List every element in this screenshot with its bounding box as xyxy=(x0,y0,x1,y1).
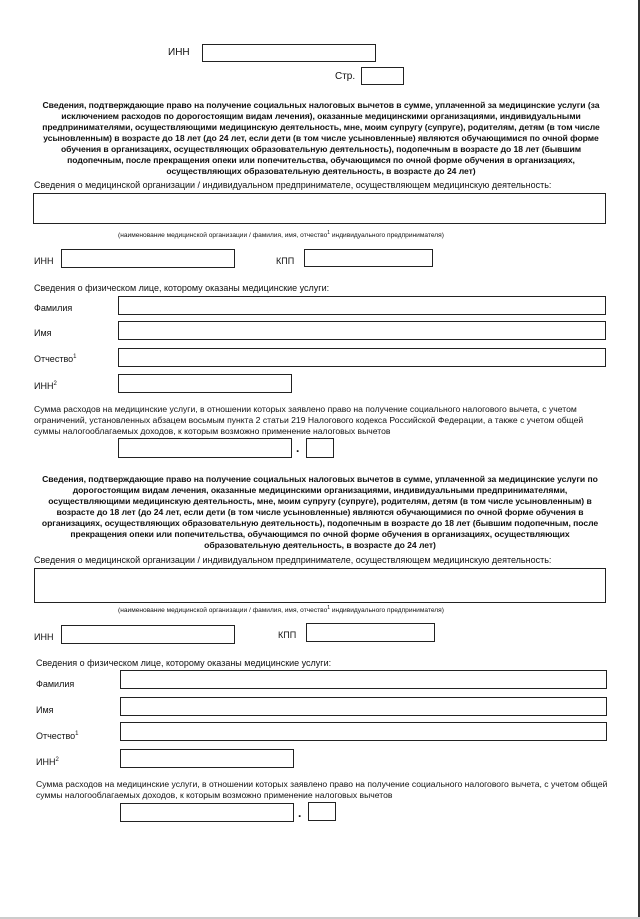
section1-sum-kopecks-field[interactable] xyxy=(306,438,334,458)
section1-kpp-field[interactable] xyxy=(304,249,433,267)
section1-name-label: Имя xyxy=(34,328,52,338)
section2-org-name-field[interactable] xyxy=(34,568,606,603)
section2-person-label: Сведения о физическом лице, которому оказаны медицинские услуги: xyxy=(36,658,332,668)
section1-org-inn-label: ИНН xyxy=(34,256,54,266)
section2-sum-label: Сумма расходов на медицинские услуги, в отношении которых заявлено право на получение социального налогового вычета, с учетом общей суммы налогооблагаемых доходов, к которым возможно применение налоговых вычетов xyxy=(36,779,608,800)
section2-org-caption: (наименование медицинской организации / фамилия, имя, отчество$^1$ индивидуального предпринимателя) xyxy=(118,604,444,614)
section1-heading: Сведения, подтверждающие право на получение социальных налоговых вычетов в сумме, уплаченной за медицинские услуги (за исключением расходов по дорогостоящим видам лечения), оказанные медицинскими организациями, индивидуальными предпринимателями, осуществляющими медицинскую деятельность, мне, моим супругу (супруге), родителям, детям (в том числе усыновленным) в возрасте до 18 лет (до 24 лет, если дети (в том числе усыновленные) являются обучающимися по очной форме обучения в организациях, осуществляющих образовательную деятельность), подопечным в возрасте до 18 лет (бывшим подопечным, после прекращения опеки или попечительства, обучающимся по очной форме обучения в организациях, осуществляющих образовательную деятельность, в возрасте до 24 лет) xyxy=(42,100,600,176)
section1-person-inn-label: ИНН$^2$ xyxy=(34,381,57,391)
page-number-label: Стр. xyxy=(335,71,356,82)
section1-name-field[interactable] xyxy=(118,321,606,340)
section1-org-inn-field[interactable] xyxy=(61,249,235,268)
section1-sum-label: Сумма расходов на медицинские услуги, в отношении которых заявлено право на получение социального налогового вычета, с учетом ограничений, установленных абзацем восьмым пункта 2 статьи 219 Налогового кодекса Российской Федерации, а также с учетом общей суммы налогооблагаемых доходов, к которым возможно применение налоговых вычетов xyxy=(34,404,584,436)
section1-patronymic-field[interactable] xyxy=(118,348,606,367)
section1-org-info-label: Сведения о медицинской организации / индивидуальном предпринимателе, осуществляющем медицинскую деятельность: xyxy=(34,180,552,190)
section1-kpp-label: КПП xyxy=(276,256,295,266)
section1-person-inn-field[interactable] xyxy=(118,374,292,393)
section2-kpp-field[interactable] xyxy=(306,623,435,642)
section1-decimal-separator: . xyxy=(296,441,300,455)
section2-org-inn-label: ИНН xyxy=(34,632,54,642)
section2-surname-field[interactable] xyxy=(120,670,607,689)
page-number-field[interactable] xyxy=(361,67,404,85)
section2-kpp-label: КПП xyxy=(278,630,297,640)
section2-heading: Сведения, подтверждающие право на получение социальных налоговых вычетов в сумме, уплаченной за медицинские услуги по дорогостоящим видам лечения, оказанные медицинскими организациями, индивидуальными предпринимателями, осуществляющими медицинскую деятельность, мне, моим супругу (супруге), родителям, детям (в том числе усыновленным) в возрасте до 18 лет (до 24 лет, если дети (в том числе усыновленные) являются обучающимися по очной форме обучения в организациях, осуществляющих образовательную деятельность), подопечным в возрасте до 18 лет (бывшим подопечным, после прекращения опеки или попечительства, обучающимся по очной форме обучения в организациях, осуществляющих образовательную деятельность, в возрасте до 24 лет) xyxy=(41,474,599,550)
section2-name-field[interactable] xyxy=(120,697,607,716)
section2-decimal-separator: . xyxy=(298,806,302,820)
section1-patronymic-label: Отчество$^1$ xyxy=(34,354,77,364)
section2-surname-label: Фамилия xyxy=(36,679,75,689)
section2-sum-rubles-field[interactable] xyxy=(120,803,294,822)
section2-sum-kopecks-field[interactable] xyxy=(308,802,336,821)
section1-person-label: Сведения о физическом лице, которому оказаны медицинские услуги: xyxy=(34,283,330,293)
taxpayer-inn-label: ИНН xyxy=(168,47,190,58)
section1-surname-label: Фамилия xyxy=(34,303,73,313)
section1-org-caption: (наименование медицинской организации / фамилия, имя, отчество$^1$ индивидуального предпринимателя) xyxy=(118,229,444,239)
section2-org-info-label: Сведения о медицинской организации / индивидуальном предпринимателе, осуществляющем медицинскую деятельность: xyxy=(34,555,552,565)
section1-surname-field[interactable] xyxy=(118,296,606,315)
section2-name-label: Имя xyxy=(36,705,54,715)
section2-patronymic-label: Отчество$^1$ xyxy=(36,731,79,741)
section1-org-name-field[interactable] xyxy=(33,193,606,224)
section2-org-inn-field[interactable] xyxy=(61,625,235,644)
section2-patronymic-field[interactable] xyxy=(120,722,607,741)
section2-person-inn-field[interactable] xyxy=(120,749,294,768)
section1-sum-rubles-field[interactable] xyxy=(118,438,292,458)
taxpayer-inn-field[interactable] xyxy=(202,44,376,62)
section2-person-inn-label: ИНН$^2$ xyxy=(36,757,59,767)
